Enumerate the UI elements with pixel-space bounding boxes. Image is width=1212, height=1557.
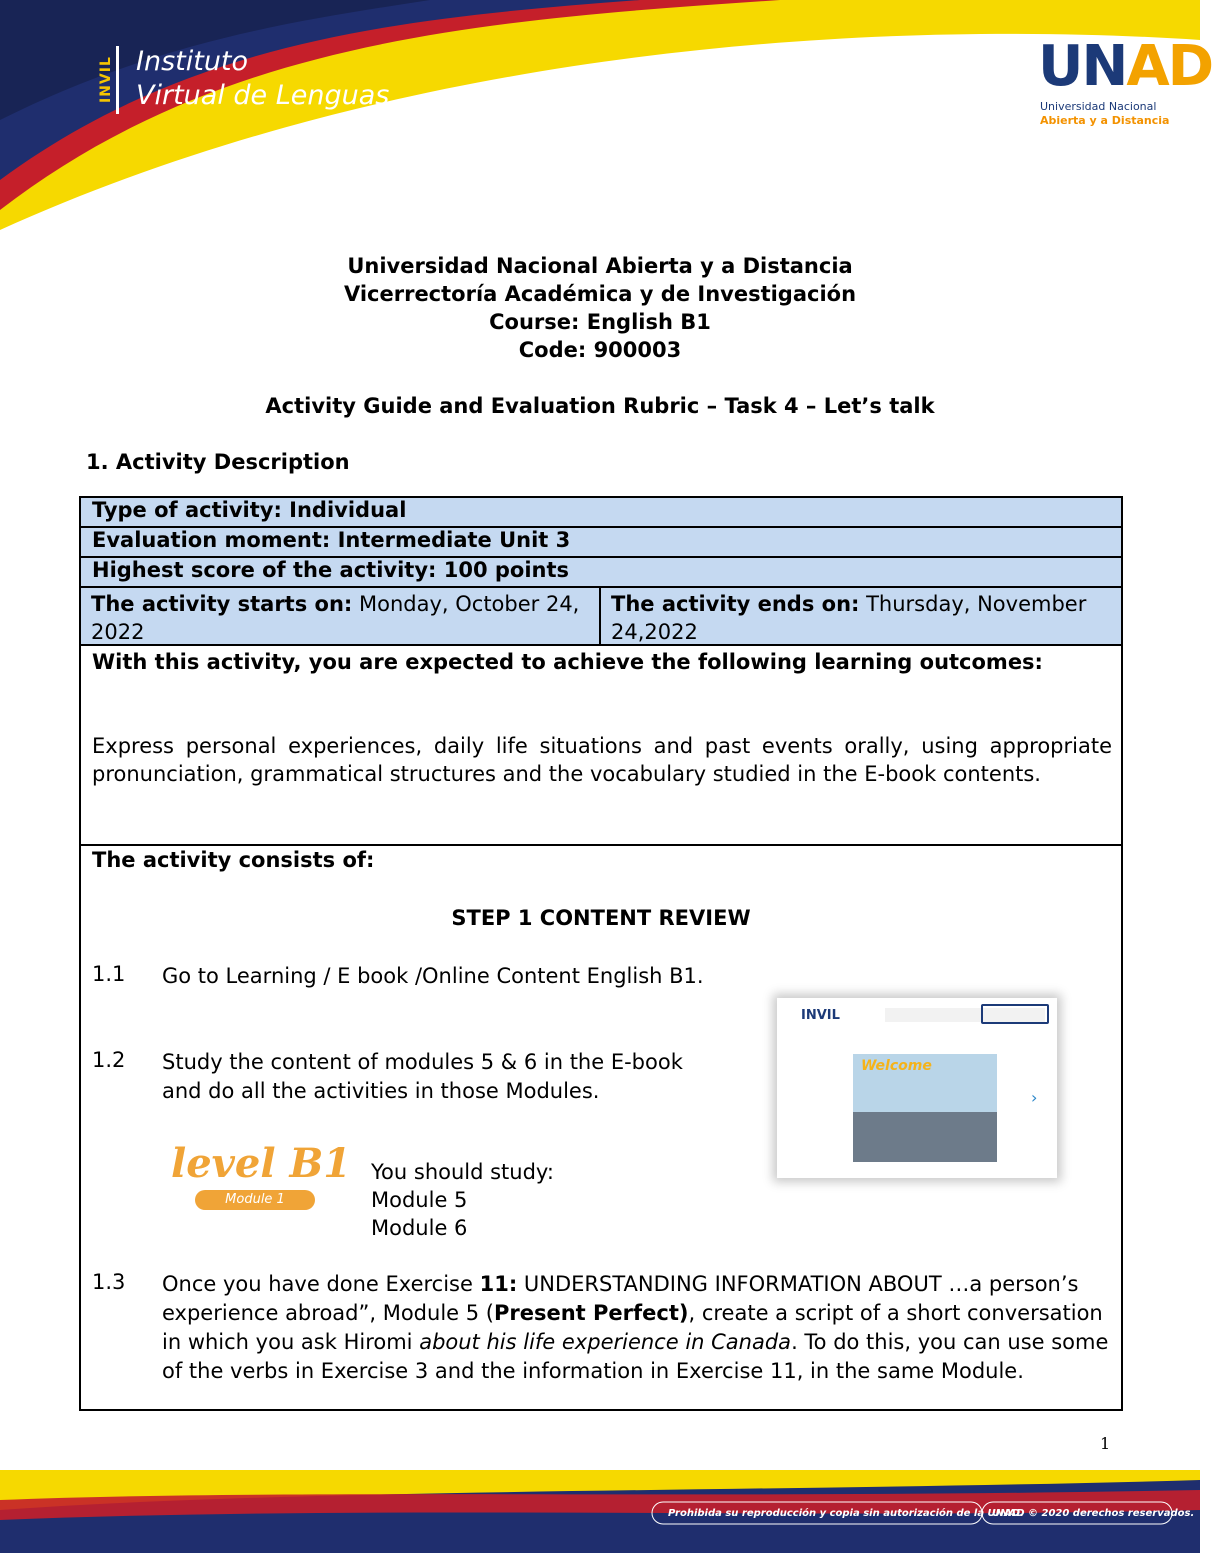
- start-date-cell: [81, 588, 601, 644]
- step-title: STEP 1 CONTENT REVIEW: [451, 906, 751, 930]
- outcomes-heading: With this activity, you are expected to achieve the following learning outcomes:: [92, 650, 1043, 674]
- end-value: Thursday, November 24,2022: [611, 592, 1087, 644]
- start-value: Monday, October 24, 2022: [91, 592, 580, 644]
- ebook-module-highlight: [981, 1004, 1049, 1024]
- outcomes-text: Express personal experiences, daily life situations and past events orally, using appropriate pronunciation, grammatical structures and the vocabulary studied in the E-book contents.: [92, 734, 1112, 786]
- footer-note-right: UNAD © 2020 derechos reservados.: [992, 1508, 1195, 1519]
- start-label: The activity starts on:: [91, 592, 353, 616]
- university-name: Universidad Nacional Abierta y a Distancia: [347, 254, 853, 278]
- course-code: Code: 900003: [518, 338, 682, 362]
- institute-line2: Virtual de Lenguas: [136, 80, 390, 111]
- row-type: [81, 498, 1121, 528]
- vice-rectorate: Vicerrectoría Académica y de Investigación: [343, 282, 857, 306]
- study-module-6: Module 6: [371, 1216, 468, 1240]
- item-text-1-1: Go to Learning / E book /Online Content English B1.: [162, 964, 704, 988]
- study-list: [371, 1158, 554, 1242]
- row-evaluation: [81, 528, 1121, 558]
- header-swoosh: [0, 0, 1200, 230]
- ebook-illustration: [853, 1054, 997, 1162]
- unad-subtitle-1: Universidad Nacional: [1040, 100, 1157, 113]
- chevron-right-icon: ›: [1031, 1088, 1038, 1107]
- institute-line1: Instituto: [136, 46, 249, 77]
- level-badge-title: level B1: [171, 1140, 352, 1187]
- document-titles: [0, 252, 1200, 364]
- item-number-1-2: 1.2: [92, 1048, 126, 1072]
- unad-wordmark: UNAD: [1038, 34, 1212, 99]
- section-title: 1. Activity Description: [86, 450, 350, 474]
- ebook-road: [853, 1112, 997, 1162]
- consists-heading: The activity consists of:: [92, 848, 375, 872]
- ebook-screenshot: [777, 998, 1057, 1178]
- study-heading: You should study:: [371, 1160, 554, 1184]
- highest-score: Highest score of the activity: 100 points: [92, 558, 570, 582]
- guide-title: Activity Guide and Evaluation Rubric – Task 4 – Let’s talk: [265, 394, 935, 418]
- page-number: 1: [1100, 1434, 1111, 1453]
- evaluation-moment: Evaluation moment: Intermediate Unit 3: [92, 528, 571, 552]
- row-score: [81, 558, 1121, 588]
- header-banner: [0, 0, 1212, 230]
- unad-subtitle-2: Abierta y a Distancia: [1040, 114, 1170, 127]
- end-date-cell: [601, 588, 1121, 644]
- course-name: Course: English B1: [489, 310, 711, 334]
- item-text-1-3: Once you have done Exercise 11: UNDERSTANDING INFORMATION ABOUT …a person’s experience abroad”, Module 5 (Present Perfect), create a script of a short conversation in which you ask Hiromi about his life experience in Canada. To do this, you can use some of the verbs in Exercise 3 and the information in Exercise 11, in the same Module.: [162, 1272, 1109, 1383]
- item-number-1-1: 1.1: [92, 962, 126, 986]
- row-consists: [81, 846, 1121, 1409]
- footer-note-left: Prohibida su reproducción y copia sin autorización de la UNAD.: [668, 1508, 1024, 1519]
- study-module-5: Module 5: [371, 1188, 468, 1212]
- level-b1-badge: [171, 1140, 352, 1220]
- end-label: The activity ends on:: [611, 592, 860, 616]
- row-dates: [81, 588, 1121, 646]
- ebook-welcome: Welcome: [861, 1058, 932, 1074]
- row-outcomes: [81, 646, 1121, 846]
- invil-divider: [116, 46, 119, 114]
- activity-table: [79, 496, 1123, 1411]
- level-badge-pill: Module 1: [195, 1190, 315, 1210]
- invil-vertical-letters: INVIL: [98, 56, 114, 104]
- item-text-1-2: Study the content of modules 5 & 6 in the E-book and do all the activities in those Modules.: [162, 1050, 683, 1103]
- ebook-logo: INVIL: [801, 1008, 840, 1023]
- type-of-activity: Type of activity: Individual: [92, 498, 407, 522]
- item-number-1-3: 1.3: [92, 1270, 126, 1294]
